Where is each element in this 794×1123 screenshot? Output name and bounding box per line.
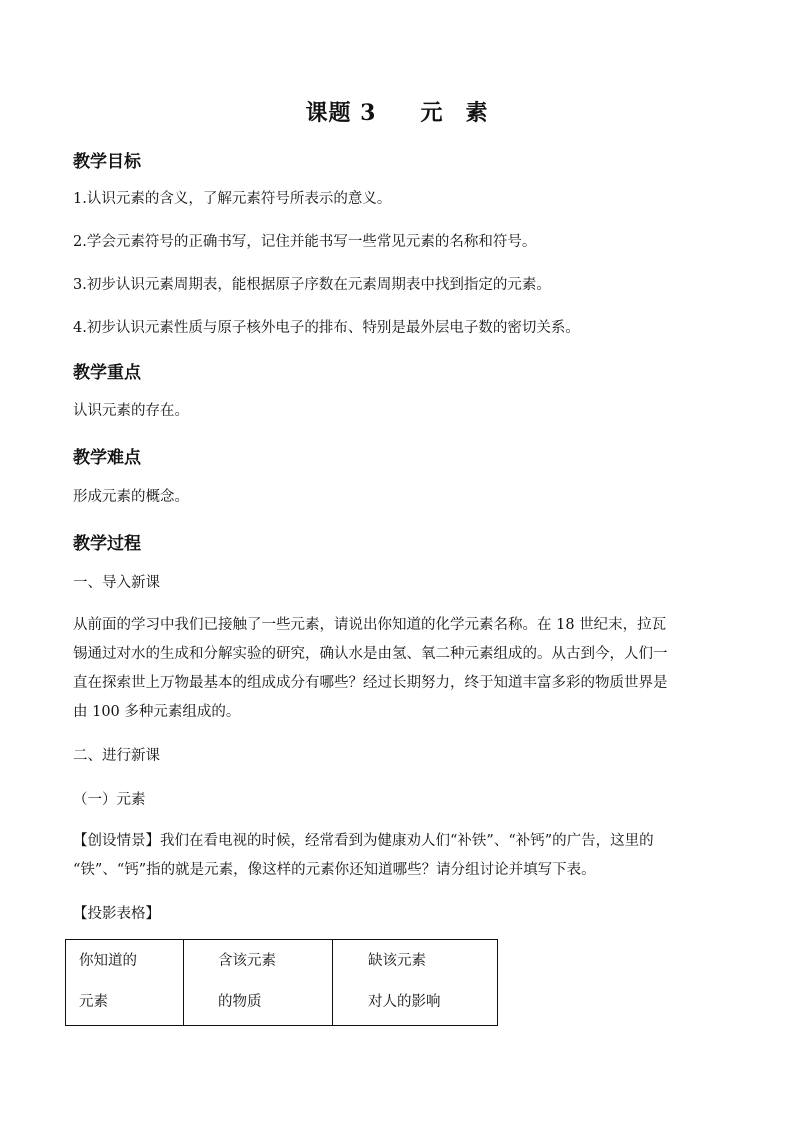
intro-line-3: 直在探索世上万物最基本的组成成分有哪些？经过长期努力，终于知道丰富多彩的物质世界是 [73, 675, 668, 691]
scenario-line-1: 【创设情景】我们在看电视的时候，经常看到为健康劝人们“补铁”、“补钙”的广告，这里的 [73, 833, 654, 849]
objective-1: 1.认识元素的含义，了解元素符号所表示的意义。 [73, 191, 392, 207]
projection-label: 【投影表格】 [73, 906, 160, 922]
scenario-line-2: “铁”、“钙”指的就是元素，像这样的元素你还知道哪些？请分组讨论并填写下表。 [73, 862, 596, 878]
title-char-2: 素 [465, 100, 489, 126]
cell-text: 对人的影响 [368, 994, 441, 1010]
objective-3: 3.初步认识元素周期表，能根据原子序数在元素周期表中找到指定的元素。 [73, 277, 551, 293]
subsection-element: （一）元素 [73, 792, 146, 808]
table-cell-known-elements [66, 940, 184, 1026]
key-point-text: 认识元素的存在。 [73, 403, 189, 419]
step-2-heading: 二、进行新课 [73, 748, 160, 764]
cell-text: 缺该元素 [368, 953, 426, 969]
cell-text: 元素 [79, 994, 108, 1010]
intro-line-4: 由 100 多种元素组成的。 [73, 704, 241, 720]
table-row [66, 940, 498, 1026]
scenario-paragraph [73, 827, 723, 885]
process-heading: 教学过程 [73, 534, 141, 554]
objective-2: 2.学会元素符号的正确书写，记住并能书写一些常见元素的名称和符号。 [73, 234, 537, 250]
difficulty-text: 形成元素的概念。 [73, 489, 189, 505]
step-1-heading: 一、导入新课 [73, 575, 160, 591]
title-lesson: 课题 3 [305, 100, 377, 126]
objective-4: 4.初步认识元素性质与原子核外电子的排布、特别是最外层电子数的密切关系。 [73, 320, 580, 336]
intro-line-2: 锡通过对水的生成和分解实验的研究，确认水是由氢、氧二种元素组成的。从古到今，人们一 [73, 646, 668, 662]
cell-text: 你知道的 [79, 953, 137, 969]
table-cell-substances [184, 940, 333, 1026]
table-cell-effects [333, 940, 498, 1026]
difficulty-heading: 教学难点 [73, 448, 141, 468]
intro-line-1: 从前面的学习中我们已接触了一些元素，请说出你知道的化学元素名称。在 18 世纪末，拉瓦 [73, 617, 667, 633]
intro-paragraph [73, 611, 723, 727]
cell-text: 含该元素 [218, 953, 276, 969]
title-char-1: 元 [420, 100, 444, 126]
cell-text: 的物质 [218, 994, 262, 1010]
key-point-heading: 教学重点 [73, 363, 141, 383]
page-title [0, 96, 794, 127]
objectives-heading: 教学目标 [73, 152, 141, 172]
element-table [65, 939, 498, 1026]
